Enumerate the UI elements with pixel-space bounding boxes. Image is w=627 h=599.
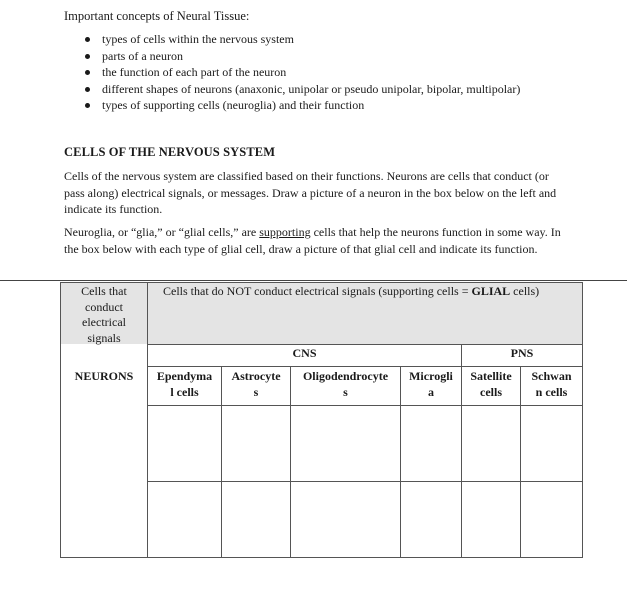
pns-label: PNS (510, 346, 534, 360)
list-item (64, 48, 520, 65)
list-item-text: types of supporting cells (neuroglia) and their function (102, 98, 365, 112)
header-line: s (343, 384, 348, 399)
list-item (64, 97, 520, 114)
list-item-text: parts of a neuron (102, 48, 183, 63)
bullet-icon (85, 103, 90, 108)
paragraph-text: cells that help the neurons function in some way. In the box below with each type of glial cell, draw a picture of that glial cell and indicate its function. (64, 225, 561, 256)
header-line: cells (480, 384, 502, 399)
bullet-icon (85, 54, 90, 59)
paragraph-neuroglia (64, 224, 564, 257)
header-text: Cells that do NOT conduct electrical signals (supporting cells = (163, 284, 472, 298)
nonconducting-cells-header (163, 284, 578, 300)
list-item-text: different shapes of neurons (anaxonic, unipolar or pseudo unipolar, bipolar, multipolar) (102, 81, 521, 96)
concepts-list (64, 31, 520, 114)
list-item-text: types of cells within the nervous system (102, 32, 294, 46)
section-title: CELLS OF THE NERVOUS SYSTEM (64, 145, 276, 159)
cells-table (60, 282, 583, 558)
oligodendrocytes-header (291, 369, 400, 400)
header-line: a (428, 384, 434, 399)
header-line: n cells (535, 384, 568, 399)
header-line: Astrocyte (231, 369, 281, 383)
table-line (147, 405, 583, 406)
intro-title: Important concepts of Neural Tissue: (64, 9, 250, 23)
list-item (64, 31, 520, 48)
microglia-header (401, 369, 461, 400)
header-line: Ependyma (156, 369, 213, 383)
table-border-bottom (60, 557, 583, 558)
bullet-icon (85, 70, 90, 75)
table-line (290, 366, 291, 558)
table-line (400, 366, 401, 558)
list-item-text: the function of each part of the neuron (102, 65, 287, 79)
header-line: s (253, 384, 259, 399)
underlined-word: supporting (259, 225, 311, 239)
header-bold-text: GLIAL (471, 284, 511, 298)
header-line: Schwan (531, 369, 572, 383)
schwann-cells-header (521, 369, 582, 400)
list-item (64, 64, 520, 81)
paragraph-neurons: Cells of the nervous system are classified based on their functions. Neurons are cells that conduct (or pass along) electrical signals, or messages. Draw a picture of a neuron in the box below on the left and indicate its function. (64, 169, 557, 216)
table-line (221, 366, 222, 558)
page-divider (0, 280, 627, 281)
table-border-left (60, 282, 61, 558)
table-line (147, 344, 583, 345)
header-line: l cells (170, 384, 199, 399)
header-line: Satellite (470, 369, 512, 383)
bullet-icon (85, 87, 90, 92)
ependymal-cells-header (148, 369, 221, 400)
conducting-cells-header: Cells that conduct electrical signals (81, 284, 127, 345)
table-line (147, 282, 148, 558)
header-line: Oligodendrocyte (302, 369, 389, 383)
table-border-top (60, 282, 583, 283)
cns-label: CNS (292, 346, 317, 360)
list-item (64, 81, 520, 98)
astrocytes-header (222, 369, 290, 400)
neurons-label: NEURONS (74, 369, 134, 383)
satellite-cells-header (462, 369, 520, 400)
bullet-icon (85, 37, 90, 42)
table-line (147, 366, 583, 367)
table-line (147, 481, 583, 482)
header-text: cells) (510, 284, 540, 298)
paragraph-text: Neuroglia, or “glia,” or “glial cells,” are (64, 225, 260, 239)
header-line: Microgli (409, 369, 453, 383)
table-line (520, 366, 521, 558)
table-line (461, 344, 462, 558)
table-border-right (582, 282, 583, 558)
